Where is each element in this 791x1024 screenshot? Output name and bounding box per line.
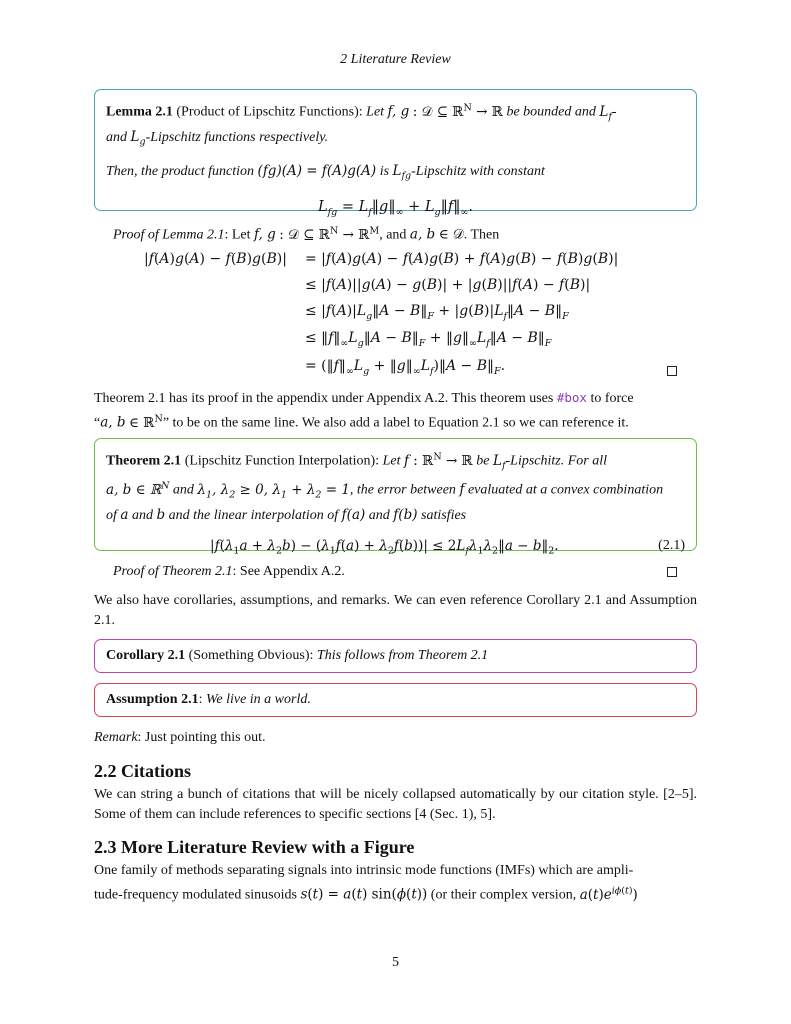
running-header: 2 Literature Review xyxy=(340,52,451,67)
corollary-box: Corollary 2.1 (Something Obvious): This follows from Theorem 2.1 xyxy=(94,639,697,673)
proof-eq-line-4: ≤ $‖f‖_\infty L_g‖A$ − $B‖_F$ + $‖g‖_\infty L_f‖A$ − $B‖_F$ xyxy=(305,330,552,349)
lemma-label: Lemma 2.1 xyxy=(106,104,173,120)
theorem-label: Theorem 2.1 xyxy=(106,453,182,469)
assumption-text: We live in a world. xyxy=(205,692,311,707)
theorem-title: (Lipschitz Function Interpolation) xyxy=(184,453,376,469)
remark-label: Remark xyxy=(94,730,138,745)
corollary-title: (Something Obvious) xyxy=(188,648,310,663)
equation-number: (2.1) xyxy=(658,538,685,554)
lemma-equation: $L_{fg}$ = $L_f‖g‖_\infty$ + $L_g‖f‖_\infty$. xyxy=(317,198,474,218)
theorem-line-3: of a and b and the linear interpolation of f(a) and f(b) satisfies xyxy=(106,507,467,524)
proof-eq-lhs: |f(A)g(A) − f(B)g(B)| xyxy=(144,251,287,267)
proof-eq-line-2: ≤ |f(A)||g(A) − g(B)| + |g(B)||f(A) − f(B)| xyxy=(305,277,591,293)
proof-eq-line-1: = |f(A)g(A) − f(A)g(B) + f(A)g(B) − f(B)g(B)| xyxy=(305,251,619,267)
proof-lemma-intro: Proof of Lemma 2.1: Let f, g : 𝒟 ⊆ ℝ$^N$ → ℝ$^M$, and a, b ∈ 𝒟. Then xyxy=(113,225,500,243)
paragraph-box-note: Theorem 2.1 has its proof in the appendix under Appendix A.2. This theorem uses #box to force “a, b ∈ ℝ$^N$” to be on the same line. We also add a label to Equation 2.1 so we can reference it. xyxy=(94,390,634,431)
lemma-line-1: Lemma 2.1 (Product of Lipschitz Functions): Let f, g : 𝒟 ⊆ ℝ$^N$ → ℝ be bounded and $L_f-$ xyxy=(106,102,617,123)
paragraph-imf: One family of methods separating signals into intrinsic mode functions (IMFs) which are ampli- tude-frequency modulated sinusoids s(t) = a(t) sin(ϕ(t)) (or their complex version, $a(t)e^{i\phi(t)}$) xyxy=(94,863,638,903)
qed-square-icon xyxy=(667,567,677,577)
section-heading-figure: 2.3 More Literature Review with a Figure xyxy=(94,837,415,857)
assumption-box: Assumption 2.1: We live in a world. xyxy=(94,683,697,717)
theorem-line-1: Theorem 2.1 (Lipschitz Function Interpolation): Let f : ℝ$^N$ → ℝ be $L_f$-Lipschitz. For all xyxy=(106,451,608,472)
paragraph-corollaries: We also have corollaries, assumptions, and remarks. We can even reference Corollary 2.1 and Assumption 2.1. xyxy=(94,593,697,628)
assumption-label: Assumption 2.1 xyxy=(106,692,199,707)
lemma-line-2: and $L_g$-Lipschitz functions respectively. xyxy=(106,129,329,148)
lemma-title: (Product of Lipschitz Functions) xyxy=(176,104,359,120)
theorem-line-2: a, b ∈ ℝ$^N$ and $\lambda_1$, $\lambda_2 \ge 0$, $\lambda_1 + \lambda_2 = 1$, the error between f evaluated at a convex combination xyxy=(106,480,664,501)
paragraph-citations: We can string a bunch of citations that will be nicely collapsed automatically by our citation style. [2–5]. Some of them can include references to specific sections [4 (Sec. 1), 5]. xyxy=(94,787,697,822)
lemma-line-3: Then, the product function (fg)(A) = f(A)g(A) is $L_{fg}$-Lipschitz with constant xyxy=(106,162,545,182)
corollary-text: This follows from Theorem 2.1 xyxy=(316,648,489,663)
section-heading-citations: 2.2 Citations xyxy=(94,761,192,781)
proof-theorem: Proof of Theorem 2.1: See Appendix A.2. xyxy=(113,564,345,579)
proof-eq-line-5: = ($‖f‖_\infty L_g$ + $‖g‖_\infty L_f)‖A$ − $B‖_F$. xyxy=(305,358,506,377)
corollary-label: Corollary 2.1 xyxy=(106,648,186,663)
theorem-equation: $|f(\lambda_1a + \lambda_2b) - (\lambda_1f(a) + \lambda_2f(b))|$ ≤ $2L_f\lambda_1\lambda_2‖a$ − $b‖_2$. (2.1) xyxy=(210,538,685,558)
lemma-box xyxy=(94,89,697,218)
qed-square-icon xyxy=(667,366,677,376)
proof-eq-line-3: ≤ $|f(A)|L_g‖A$ − $B‖_F$ + $|g(B)|L_f‖A$ − $B‖_F$ xyxy=(305,303,569,322)
proof-lemma-label: Proof of Lemma 2.1 xyxy=(113,227,225,243)
proof-theorem-label: Proof of Theorem 2.1 xyxy=(113,564,233,579)
page-number: 5 xyxy=(392,955,399,970)
theorem-box xyxy=(94,438,697,558)
remark: Remark: Just pointing this out. xyxy=(94,730,266,745)
box-link[interactable]: #box xyxy=(556,390,587,405)
